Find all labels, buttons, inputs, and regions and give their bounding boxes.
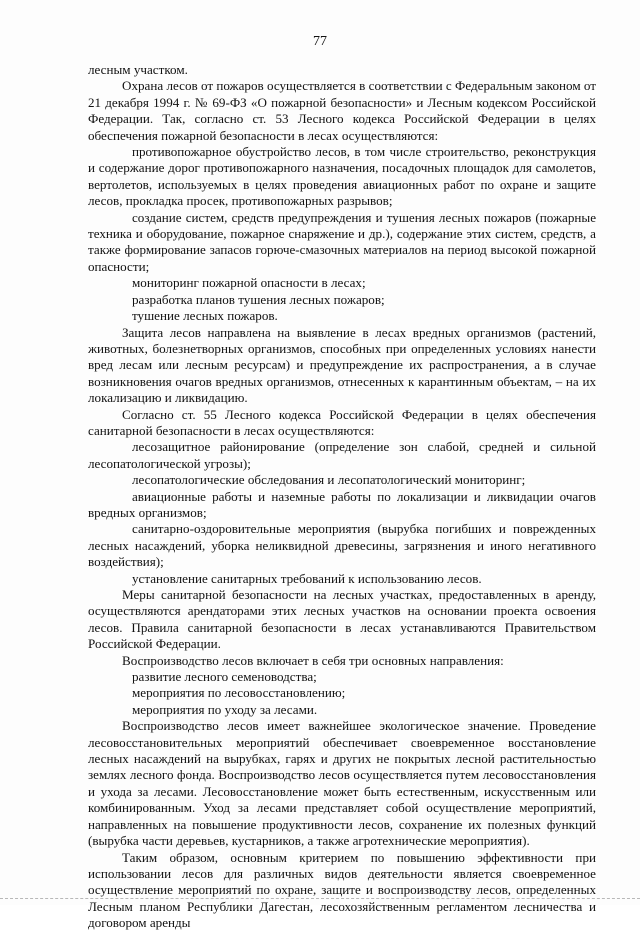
list-item: установление санитарных требований к использованию лесов. (132, 570, 482, 586)
paragraph: Воспроизводство лесов включает в себя три основных направления: (122, 652, 504, 668)
page-number: 77 (313, 34, 327, 49)
list-item: авиационные работы и наземные работы по локализации и ликвидации очагов вредных организмов; (88, 488, 596, 520)
paragraph: Согласно ст. 55 Лесного кодекса Российской Федерации в целях обеспечения санитарной безопасности в лесах осуществляются: (88, 406, 596, 438)
list-item: тушение лесных пожаров. (132, 308, 278, 324)
paragraph: Воспроизводство лесов имеет важнейшее экологическое значение. Проведение лесовосстановительных мероприятий обеспечивает своевременное восстановление лесных насаждений на вырубках, гарях и других не покрытых лесной растительностью землях лесного фонда. Воспроизводство лесов осуществляется путем лесовосстановления и ухода за лесами. Лесовосстановление может быть естественным, искусственным или комбинированным. Уход за лесами представляет собой осуществление мероприятий, направленных на повышение продуктивности лесов, сохранение их полезных функций (вырубка части деревьев, кустарников, а также агротехнические мероприятия). (88, 718, 596, 849)
paragraph: лесным участком. (88, 62, 188, 77)
list-item: мероприятия по лесовосстановлению; (132, 685, 346, 701)
scan-bottom-edge (0, 898, 640, 900)
list-item: санитарно-оздоровительные мероприятия (вырубка погибших и поврежденных лесных насаждений, уборка неликвидной древесины, загрязнения и иного негативного воздействия); (88, 521, 596, 570)
paragraph: Защита лесов направлена на выявление в лесах вредных организмов (растений, животных, болезнетворных организмов, способных при определенных условиях нанести вред лесам или лесным ресурсам) и предупреждение их распространения, а в случае возникновения очагов вредных организмов, отнесенных к карантинным объектам, – на их локализацию и ликвидацию. (88, 324, 596, 406)
paragraph: Меры санитарной безопасности на лесных участках, предоставленных в аренду, осуществляются арендаторами этих лесных участков на основании проекта освоения лесов. Правила санитарной безопасности в лесах устанавливаются Правительством Российской Федерации. (88, 587, 596, 652)
list-item: разработка планов тушения лесных пожаров; (132, 291, 385, 307)
list-item: развитие лесного семеноводства; (132, 669, 317, 685)
paragraph: Охрана лесов от пожаров осуществляется в соответствии с Федеральным законом от 21 декабря 1994 г. № 69-ФЗ «О пожарной безопасности» и Лесным кодексом Российской Федерации. Так, согласно ст. 53 Лесного кодекса Российской Федерации в целях обеспечения пожарной безопасности в лесах осуществляются: (88, 78, 596, 143)
list-item: мониторинг пожарной опасности в лесах; (132, 275, 366, 291)
list-item: создание систем, средств предупреждения и тушения лесных пожаров (пожарные техника и оборудование, пожарное снаряжение и др.), содержание этих систем, средств, а также формирование запасов горюче-смазочных материалов на период высокой пожарной опасности; (88, 209, 596, 274)
paragraph: Таким образом, основным критерием по повышению эффективности при использовании лесов для различных видов деятельности является своевременное осуществление мероприятий по охране, защите и воспроизводству лесов, определенных Лесным планом Республики Дагестан, лесохозяйственным регламентом лесничества и договором аренды (88, 849, 596, 931)
list-item: противопожарное обустройство лесов, в том числе строительство, реконструкция и содержание дорог противопожарного назначения, посадочных площадок для самолетов, вертолетов, используемых в целях проведения авиационных работ по охране и защите лесов, прокладка просек, противопожарных разрывов; (88, 144, 596, 209)
list-item: мероприятия по уходу за лесами. (132, 701, 318, 717)
list-item: лесозащитное районирование (определение зон слабой, средней и сильной лесопатологической угрозы); (88, 439, 596, 471)
list-item: лесопатологические обследования и лесопатологический мониторинг; (132, 472, 526, 488)
page-body (88, 62, 596, 932)
